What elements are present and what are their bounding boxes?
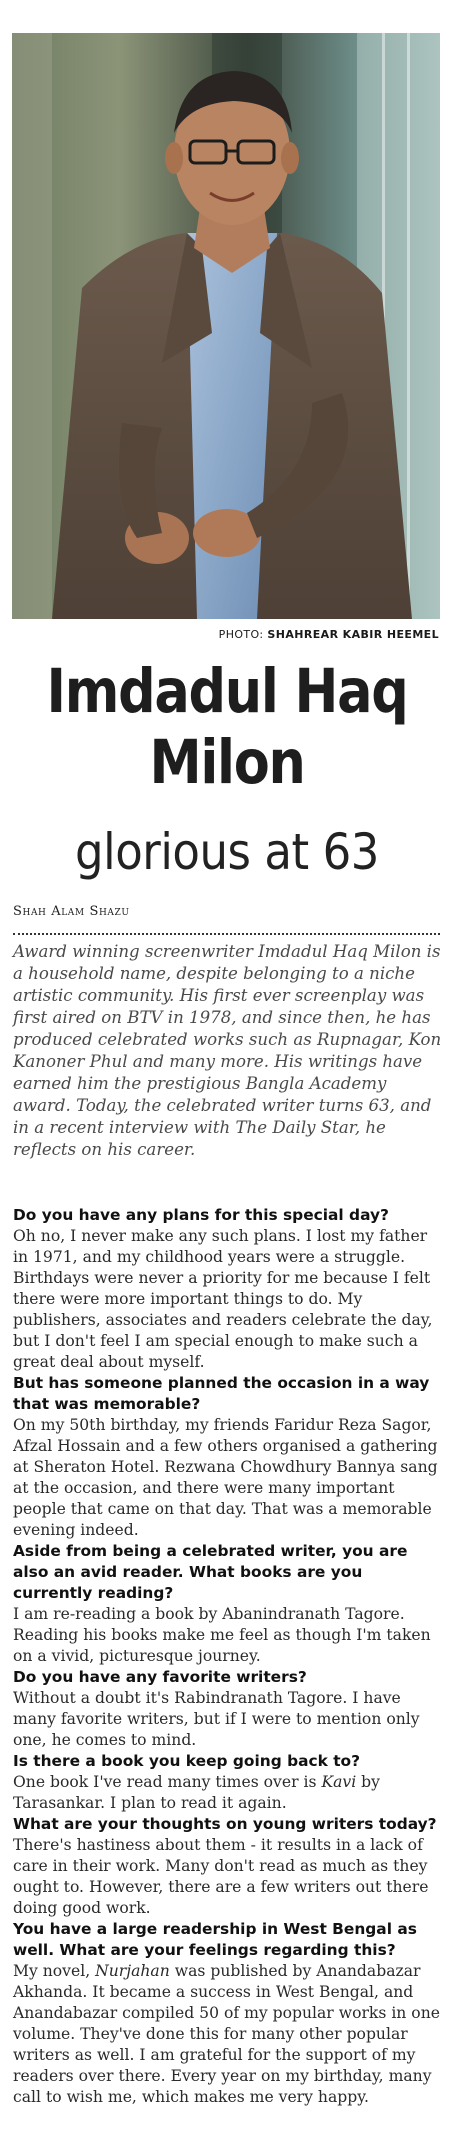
headline-line-2: Milon <box>149 727 305 798</box>
answer <box>13 1961 443 2108</box>
answer: There's hastiness about them - it results in a lack of care in their work. Many don't read as much as they ought to. However, there are a few writers out there doing good work. <box>13 1836 429 1917</box>
answer: I am re-reading a book by Abanindranath Tagore. Reading his books make me feel as though I'm taken on a vivid, picturesque journey. <box>13 1605 431 1665</box>
question: Do you have any plans for this special day? <box>13 1206 389 1224</box>
answer-text: by Tarasankar. I plan to read it again. <box>13 1773 380 1812</box>
headline <box>32 656 422 798</box>
question: But has someone planned the occasion in a way that was memorable? <box>13 1374 430 1413</box>
byline: Shah Alam Shazu <box>13 904 130 919</box>
photo-credit <box>219 628 439 641</box>
interview-body <box>13 1205 443 2108</box>
answer <box>13 1772 443 1814</box>
portrait-photo <box>12 33 440 619</box>
book-title: Nurjahan <box>95 1962 170 1980</box>
book-title: Kavi <box>321 1773 357 1791</box>
question: Is there a book you keep going back to? <box>13 1752 361 1770</box>
subtitle: glorious at 63 <box>75 823 379 881</box>
headline-line-1: Imdadul Haq <box>46 656 408 727</box>
question: You have a large readership in West Bengal as well. What are your feelings regarding this? <box>13 1920 417 1959</box>
intro-paragraph: Award winning screenwriter Imdadul Haq Milon is a household name, despite belonging to a niche artistic community. His first ever screenplay was first aired on BTV in 1978, and since then, he has produced celebrated works such as Rupnagar, Kon Kanoner Phul and many more. His writings have earned him the prestigious Bangla Academy award. Today, the celebrated writer turns 63, and in a recent interview with The Daily Star, he reflects on his career. <box>13 942 442 1159</box>
photo-credit-name: SHAHREAR KABIR HEEMEL <box>267 628 439 641</box>
question: Do you have any favorite writers? <box>13 1668 307 1686</box>
question: Aside from being a celebrated writer, you are also an avid reader. What books are you currently reading? <box>13 1542 408 1602</box>
answer: Without a doubt it's Rabindranath Tagore. I have many favorite writers, but if I were to mention only one, he comes to mind. <box>13 1689 420 1749</box>
answer-text: One book I've read many times over is <box>13 1773 322 1791</box>
question: What are your thoughts on young writers today? <box>13 1815 437 1833</box>
answer: On my 50th birthday, my friends Faridur Reza Sagor, Afzal Hossain and a few others organised a gathering at Sheraton Hotel. Rezwana Chowdhury Bannya sang at the occasion, and there were many important people that came on that day. That was a memorable evening indeed. <box>13 1416 438 1539</box>
portrait-illustration <box>12 33 440 619</box>
photo-credit-label: PHOTO: <box>218 628 264 641</box>
answer-text: My novel, <box>13 1962 96 1980</box>
answer: Oh no, I never make any such plans. I lost my father in 1971, and my childhood years were a struggle. Birthdays were never a priority for me because I felt there were more important things to do. My publishers, associates and readers celebrate the day, but I don't feel I am special enough to make such a great deal about myself. <box>13 1227 433 1371</box>
dotted-divider <box>13 933 440 935</box>
answer-text: was published by Anandabazar Akhanda. It became a success in West Bengal, and Anandabazar compiled 50 of my popular works in one volume. They've done this for many other popular writers as well. I am grateful for the support of my readers over there. Every year on my birthday, many call to wish me, which makes me very happy. <box>13 1962 440 2106</box>
